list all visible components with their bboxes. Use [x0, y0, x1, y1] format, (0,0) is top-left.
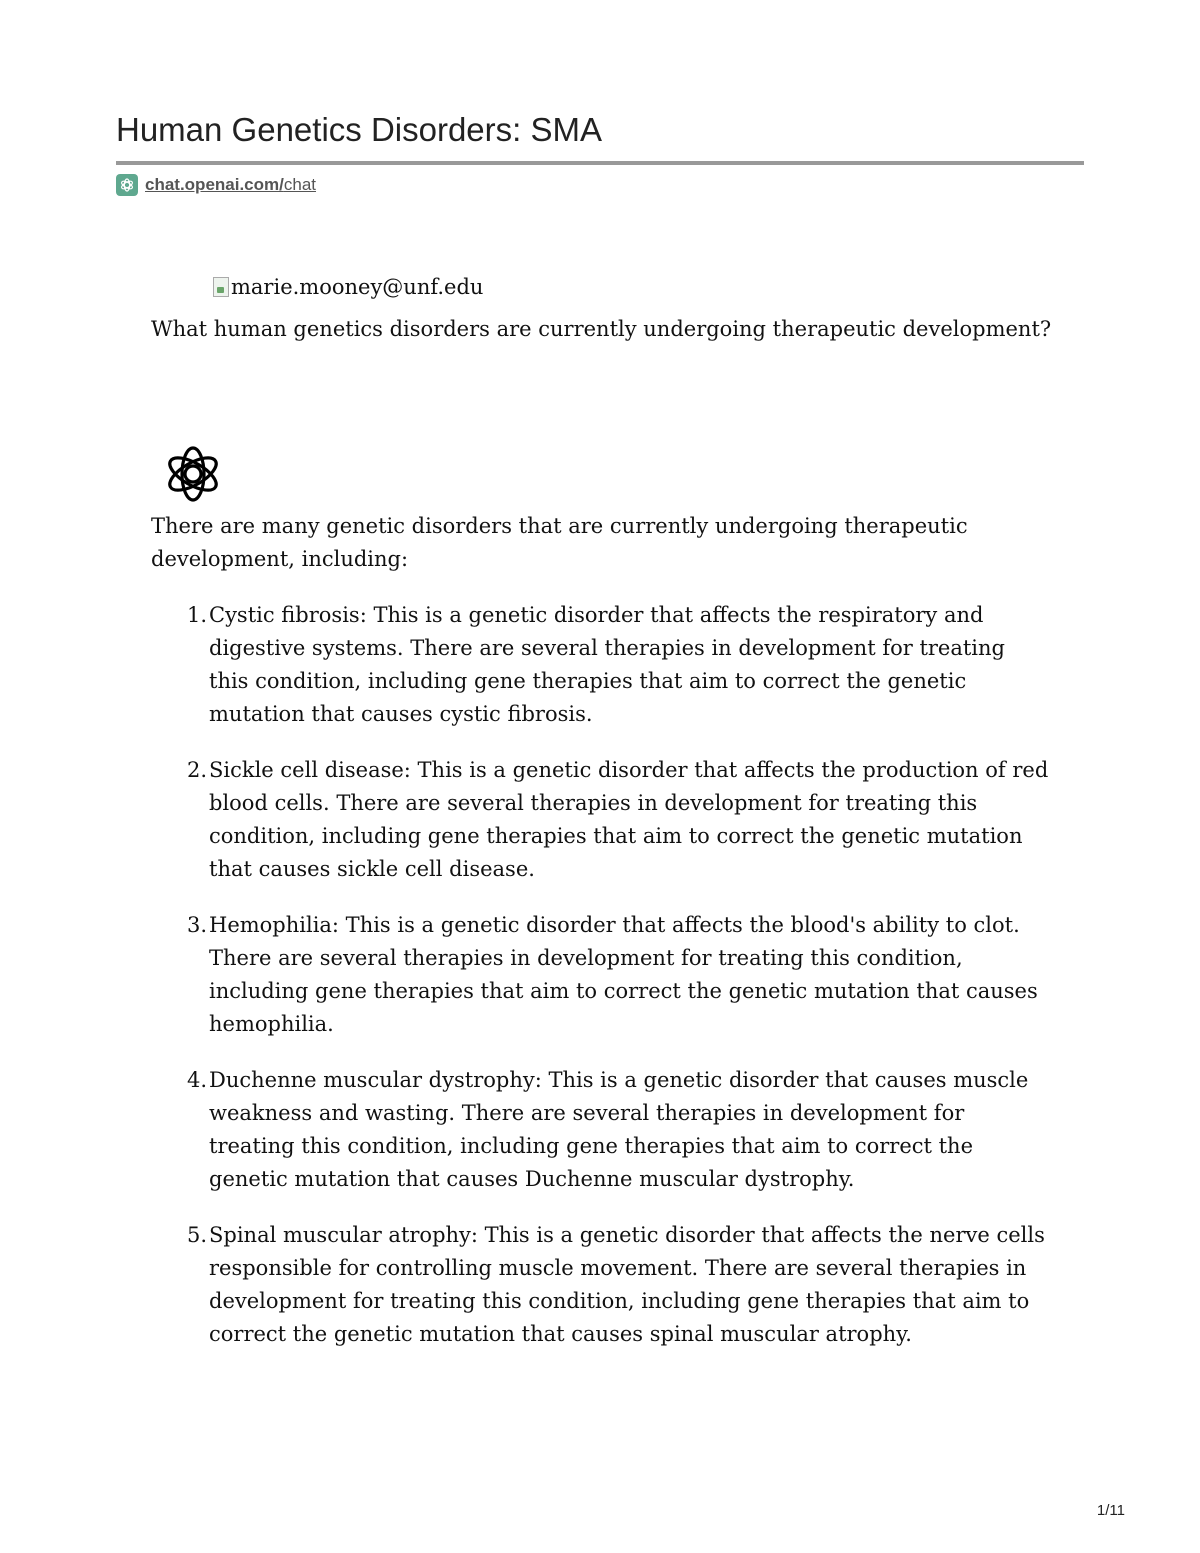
list-item-number: 1. [186, 603, 207, 627]
list-item [151, 1219, 1051, 1351]
source-domain: chat.openai.com/ [145, 175, 284, 194]
source-link[interactable] [145, 175, 316, 195]
openai-logo-icon [160, 441, 226, 507]
list-item-text: Cystic fibrosis: This is a genetic disorder that affects the respiratory and digestive systems. There are several therapies in development for treating this condition, including gene therapies that aim to correct the genetic mutation that causes cystic fibrosis. [209, 603, 1005, 726]
list-item-number: 2. [186, 758, 207, 782]
list-item [151, 599, 1051, 731]
list-item [151, 754, 1051, 886]
openai-icon [116, 174, 138, 196]
user-avatar-alt-text: marie.mooney@unf.edu [231, 275, 484, 299]
list-item-number: 4. [186, 1068, 207, 1092]
list-item [151, 909, 1051, 1041]
source-link-row [116, 172, 316, 198]
list-item-text: Hemophilia: This is a genetic disorder that affects the blood's ability to clot. There are several therapies in development for treating this condition, including gene therapies that aim to correct the genetic mutation that causes hemophilia. [209, 913, 1038, 1036]
list-item-text: Spinal muscular atrophy: This is a genetic disorder that affects the nerve cells responsible for controlling muscle movement. There are several therapies in development for treating this condition, including gene therapies that aim to correct the genetic mutation that causes spinal muscular atrophy. [209, 1223, 1045, 1346]
page-number: 1/11 [1096, 1502, 1125, 1519]
list-item-text: Sickle cell disease: This is a genetic disorder that affects the production of red blood cells. There are several therapies in development for treating this condition, including gene therapies that aim to correct the genetic mutation that causes sickle cell disease. [209, 758, 1049, 881]
list-item-text: Duchenne muscular dystrophy: This is a genetic disorder that causes muscle weakness and wasting. There are several therapies in development for treating this condition, including gene therapies that aim to correct the genetic mutation that causes Duchenne muscular dystrophy. [209, 1068, 1029, 1191]
title-divider [116, 161, 1084, 165]
assistant-intro: There are many genetic disorders that are currently undergoing therapeutic development, including: [151, 514, 968, 571]
source-path: chat [283, 175, 317, 194]
page-title: Human Genetics Disorders: SMA [116, 111, 602, 148]
list-item-number: 5. [186, 1223, 207, 1247]
disorder-list [151, 599, 1051, 1374]
list-item [151, 1064, 1051, 1196]
user-question: What human genetics disorders are currently undergoing therapeutic development? [151, 317, 1052, 341]
user-avatar [213, 272, 483, 302]
list-item-number: 3. [186, 913, 207, 937]
broken-image-icon [213, 277, 229, 297]
